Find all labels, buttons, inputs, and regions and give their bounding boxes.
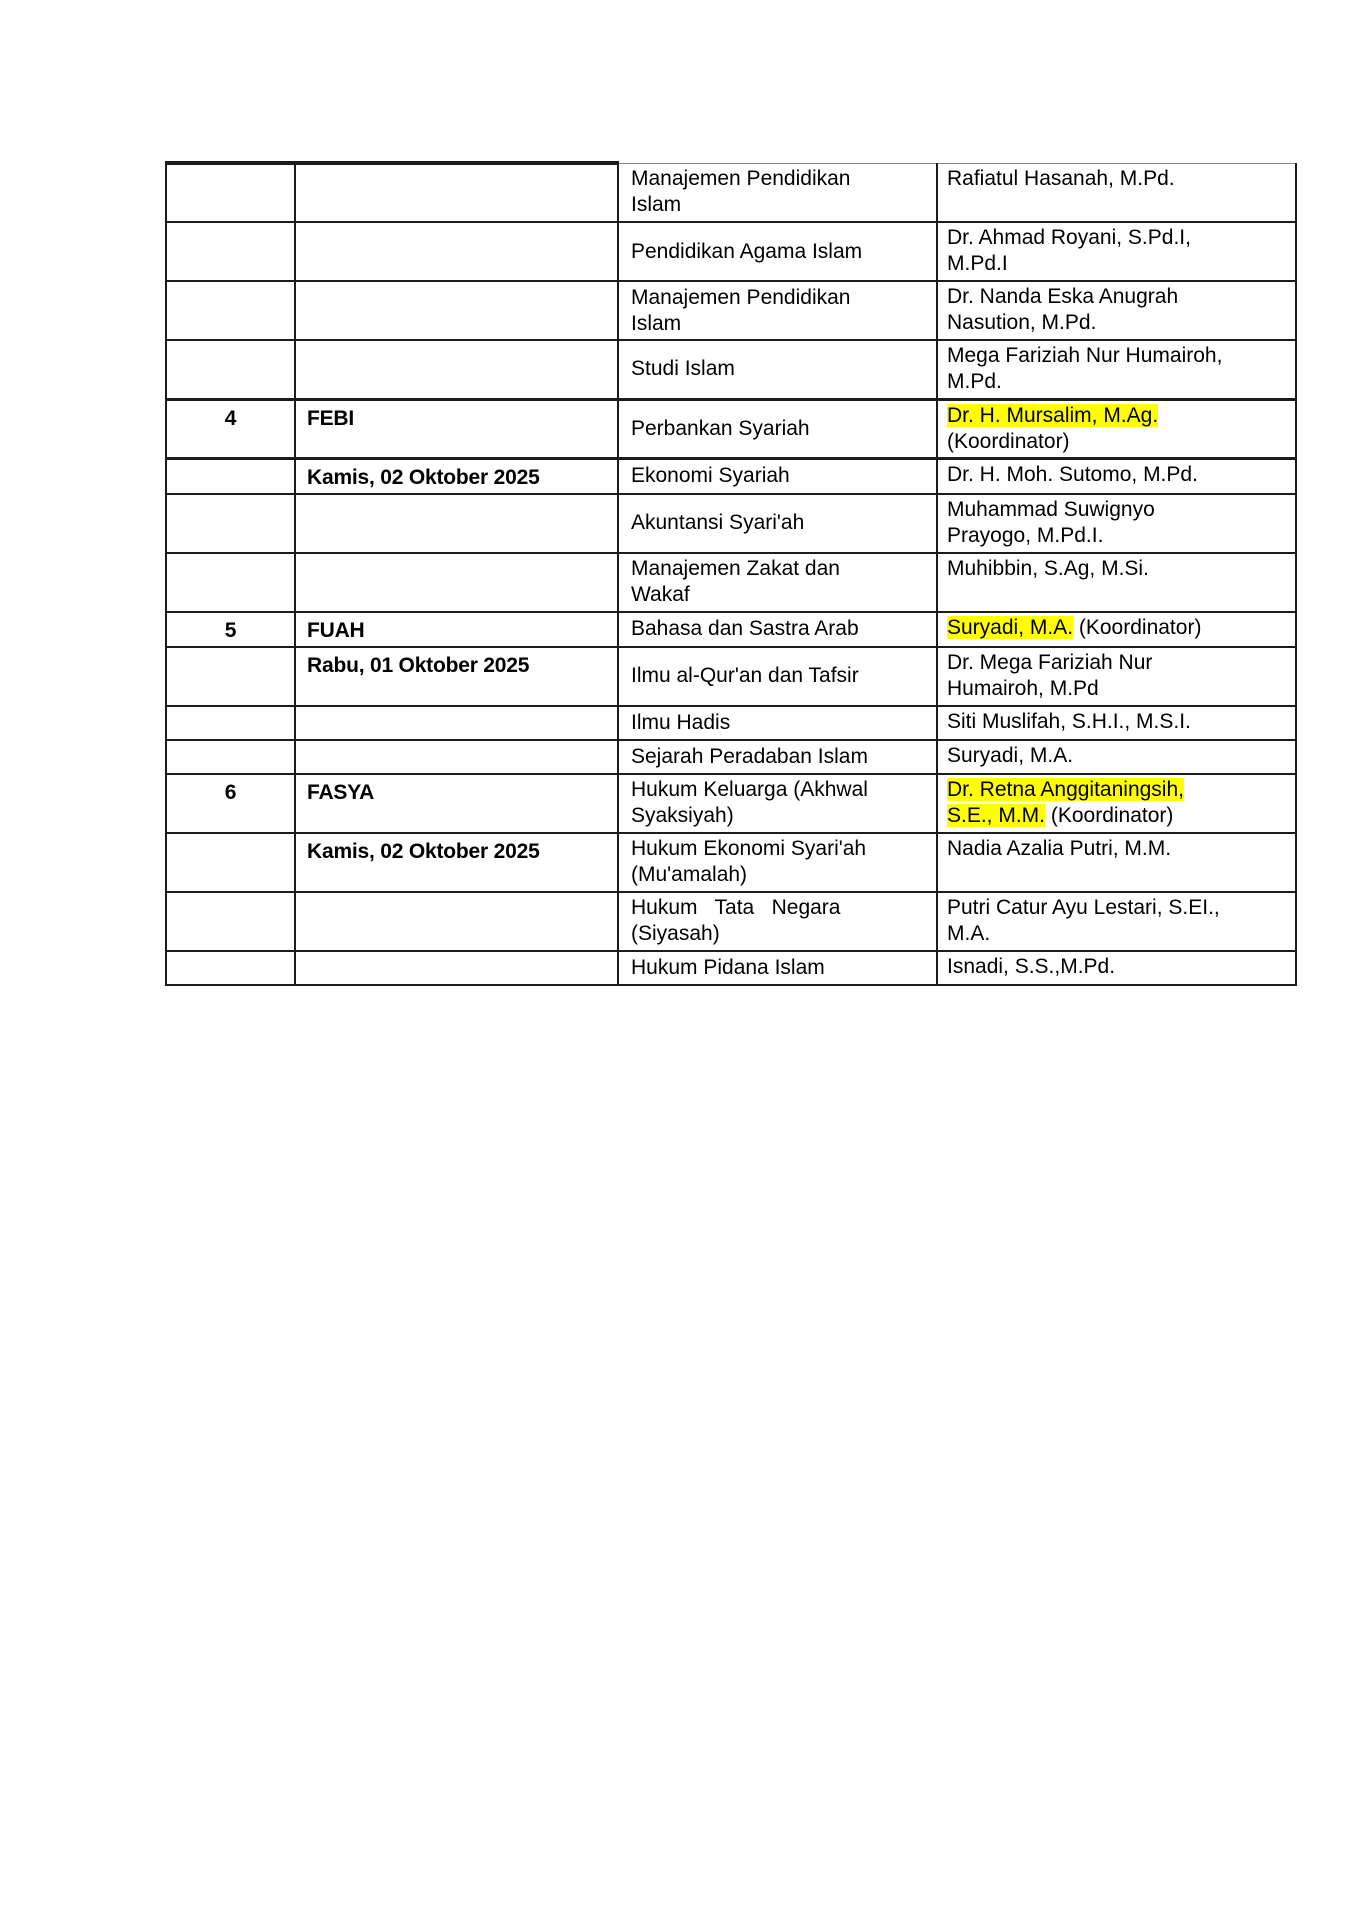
lecturer-cell <box>937 340 1296 399</box>
program-line: Ilmu al-Qur'an dan Tafsir <box>631 664 859 687</box>
program-cell <box>618 222 937 281</box>
program-line: Hukum Pidana Islam <box>631 955 825 979</box>
program-cell <box>618 774 937 833</box>
row-number-cell <box>166 951 295 985</box>
exam-schedule-table <box>165 161 1297 986</box>
lecturer-text: Prayogo, M.Pd.I. <box>947 523 1104 547</box>
lecturer-text: Dr. Mega Fariziah Nur <box>947 650 1153 674</box>
lecturer-cell <box>937 553 1296 612</box>
empty-cell <box>295 706 618 740</box>
lecturer-cell <box>937 892 1296 951</box>
lecturer-cell <box>937 612 1296 647</box>
lecturer-text: Muhammad Suwignyo <box>947 497 1155 521</box>
program-cell <box>618 740 937 774</box>
table-row <box>166 222 1296 281</box>
lecturer-text: Dr. H. Moh. Sutomo, M.Pd. <box>947 462 1198 486</box>
table-row <box>166 647 1296 706</box>
row-number-cell <box>166 494 295 553</box>
empty-cell <box>295 553 618 612</box>
lecturer-cell <box>937 951 1296 985</box>
row-number-cell <box>166 458 295 494</box>
program-line: Akuntansi Syari'ah <box>631 511 805 534</box>
lecturer-cell <box>937 774 1296 833</box>
lecturer-cell <box>937 494 1296 553</box>
lecturer-cell <box>937 399 1296 458</box>
empty-cell <box>295 951 618 985</box>
program-cell <box>618 706 937 740</box>
lecturer-text: Suryadi, M.A. <box>947 743 1074 767</box>
empty-cell <box>295 163 618 222</box>
lecturer-cell <box>937 740 1296 774</box>
program-cell <box>618 163 937 222</box>
program-cell <box>618 553 937 612</box>
row-number-cell <box>166 647 295 706</box>
row-number-cell <box>166 892 295 951</box>
row-number-cell <box>166 833 295 892</box>
table-row <box>166 774 1296 833</box>
lecturer-text: Rafiatul Hasanah, M.Pd. <box>947 166 1175 190</box>
program-line: Perbankan Syariah <box>631 416 810 440</box>
program-line: Islam <box>631 311 682 335</box>
lecturer-cell <box>937 706 1296 740</box>
program-line: Manajemen Pendidikan <box>631 167 851 191</box>
lecturer-text: Dr. Ahmad Royani, S.Pd.I, <box>947 226 1191 249</box>
empty-cell <box>295 281 618 340</box>
table-row <box>166 281 1296 340</box>
empty-cell <box>295 740 618 774</box>
lecturer-cell <box>937 833 1296 892</box>
table-row <box>166 163 1296 222</box>
program-line: (Siyasah) <box>631 922 720 945</box>
program-line: Ekonomi Syariah <box>631 464 790 487</box>
program-cell <box>618 647 937 706</box>
row-number-cell: 5 <box>166 612 295 647</box>
program-line: (Mu'amalah) <box>631 863 748 886</box>
row-number-cell <box>166 163 295 222</box>
table-row <box>166 494 1296 553</box>
lecturer-text: (Koordinator) <box>1045 803 1174 827</box>
lecturer-cell <box>937 222 1296 281</box>
lecturer-text: M.A. <box>947 921 991 945</box>
program-cell <box>618 951 937 985</box>
lecturer-text: Siti Muslifah, S.H.I., M.S.I. <box>947 709 1191 733</box>
program-cell <box>618 892 937 951</box>
lecturer-text: Humairoh, M.Pd <box>947 676 1099 700</box>
lecturer-text: Mega Fariziah Nur Humairoh, <box>947 344 1223 367</box>
highlighted-text: Suryadi, M.A. <box>947 615 1074 639</box>
lecturer-cell <box>937 281 1296 340</box>
program-line: Islam <box>631 193 682 217</box>
lecturer-text: Muhibbin, S.Ag, M.Si. <box>947 556 1149 580</box>
row-number-cell: 6 <box>166 774 295 833</box>
program-cell <box>618 833 937 892</box>
row-number-cell <box>166 706 295 740</box>
program-line: Wakaf <box>631 583 690 606</box>
table-row <box>166 612 1296 647</box>
table-row <box>166 458 1296 494</box>
exam-date-cell: Kamis, 02 Oktober 2025 <box>295 833 618 892</box>
table-row <box>166 553 1296 612</box>
empty-cell <box>295 494 618 553</box>
program-cell <box>618 399 937 458</box>
lecturer-text: Isnadi, S.S.,M.Pd. <box>947 954 1116 978</box>
faculty-cell: FUAH <box>295 612 618 647</box>
program-cell <box>618 612 937 647</box>
lecturer-text: Dr. Nanda Eska Anugrah <box>947 285 1179 308</box>
highlighted-text: Dr. H. Mursalim, M.Ag. <box>947 403 1159 427</box>
highlighted-text: Dr. Retna Anggitaningsih, <box>947 777 1184 801</box>
lecturer-text: Nadia Azalia Putri, M.M. <box>947 836 1172 860</box>
faculty-cell: FASYA <box>295 774 618 833</box>
table-row <box>166 740 1296 774</box>
program-line: Hukum Keluarga (Akhwal <box>631 778 868 801</box>
program-cell <box>618 494 937 553</box>
lecturer-text: M.Pd.I <box>947 252 1008 275</box>
program-line: Studi Islam <box>631 357 735 381</box>
exam-date-cell: Kamis, 02 Oktober 2025 <box>295 458 618 494</box>
lecturer-cell <box>937 163 1296 222</box>
table-row <box>166 706 1296 740</box>
program-line: Hukum Ekonomi Syari'ah <box>631 837 867 860</box>
row-number-cell <box>166 222 295 281</box>
lecturer-text: Putri Catur Ayu Lestari, S.EI., <box>947 895 1220 919</box>
table-row <box>166 892 1296 951</box>
exam-date-cell: Rabu, 01 Oktober 2025 <box>295 647 618 706</box>
program-line: Pendidikan Agama Islam <box>631 239 863 263</box>
lecturer-cell <box>937 458 1296 494</box>
program-line: Bahasa dan Sastra Arab <box>631 617 859 640</box>
row-number-cell <box>166 281 295 340</box>
row-number-cell <box>166 740 295 774</box>
empty-cell <box>295 340 618 399</box>
empty-cell <box>295 892 618 951</box>
table-body <box>166 163 1296 985</box>
program-line: Syaksiyah) <box>631 804 734 827</box>
empty-cell <box>295 222 618 281</box>
program-line: Hukum Tata Negara <box>631 896 841 919</box>
program-cell <box>618 281 937 340</box>
table-row <box>166 951 1296 985</box>
lecturer-text: (Koordinator) <box>1073 615 1202 639</box>
row-number-cell: 4 <box>166 399 295 458</box>
program-cell <box>618 458 937 494</box>
program-cell <box>618 340 937 399</box>
row-number-cell <box>166 340 295 399</box>
lecturer-text: M.Pd. <box>947 370 1002 393</box>
table-row <box>166 833 1296 892</box>
lecturer-cell <box>937 647 1296 706</box>
faculty-cell: FEBI <box>295 399 618 458</box>
lecturer-text: (Koordinator) <box>947 429 1070 453</box>
row-number-cell <box>166 553 295 612</box>
table-row <box>166 399 1296 458</box>
table-row <box>166 340 1296 399</box>
program-line: Sejarah Peradaban Islam <box>631 744 868 768</box>
program-line: Ilmu Hadis <box>631 710 731 734</box>
program-line: Manajemen Pendidikan <box>631 285 851 309</box>
highlighted-text: S.E., M.M. <box>947 803 1046 827</box>
lecturer-text: Nasution, M.Pd. <box>947 311 1097 334</box>
program-line: Manajemen Zakat dan <box>631 557 840 580</box>
